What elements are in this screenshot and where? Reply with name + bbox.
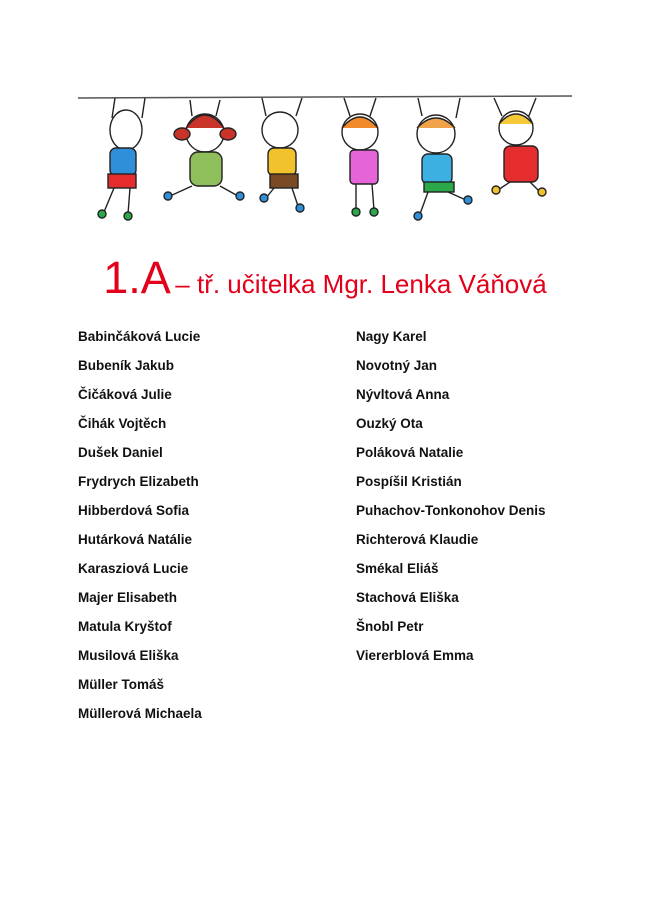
student-name: Müllerová Michaela xyxy=(78,706,202,721)
children-hanging-illustration xyxy=(70,88,580,230)
student-name: Frydrych Elizabeth xyxy=(78,474,199,489)
student-name: Babinčáková Lucie xyxy=(78,329,201,344)
student-name: Viererblová Emma xyxy=(356,648,474,663)
student-name: Bubeník Jakub xyxy=(78,358,175,373)
student-name: Hutárková Natálie xyxy=(78,532,193,547)
student-name: Poláková Natalie xyxy=(356,445,464,460)
student-name: Dušek Daniel xyxy=(78,445,163,460)
student-list-left xyxy=(78,327,202,733)
child-figure-4 xyxy=(342,98,378,216)
student-name: Nývltová Anna xyxy=(356,387,450,402)
student-name: Matula Kryštof xyxy=(78,619,172,634)
student-name: Karasziová Lucie xyxy=(78,561,189,576)
student-name: Šnobl Petr xyxy=(356,619,424,634)
student-name: Richterová Klaudie xyxy=(356,532,479,547)
child-figure-6 xyxy=(492,98,546,196)
child-figure-1 xyxy=(98,98,145,220)
child-figure-2 xyxy=(164,100,244,200)
student-name: Smékal Eliáš xyxy=(356,561,439,576)
student-name: Hibberdová Sofia xyxy=(78,503,190,518)
student-name: Majer Elisabeth xyxy=(78,590,178,605)
student-name: Čičáková Julie xyxy=(78,387,172,402)
student-list-right xyxy=(356,327,546,675)
child-figure-3 xyxy=(260,98,304,212)
teacher-line: – tř. učitelka Mgr. Lenka Váňová xyxy=(175,269,547,299)
class-name: 1.A xyxy=(103,252,171,303)
hanging-bar xyxy=(78,96,572,98)
student-name: Nagy Karel xyxy=(356,329,427,344)
student-name: Pospíšil Kristián xyxy=(356,474,462,489)
class-title xyxy=(0,252,650,304)
student-name: Čihák Vojtěch xyxy=(78,416,167,431)
student-name: Puhachov-Tonkonohov Denis xyxy=(356,503,546,518)
student-name: Stachová Eliška xyxy=(356,590,459,605)
student-name: Musilová Eliška xyxy=(78,648,179,663)
child-figure-5 xyxy=(414,98,472,220)
student-name: Ouzký Ota xyxy=(356,416,423,431)
student-name: Novotný Jan xyxy=(356,358,438,373)
student-name: Müller Tomáš xyxy=(78,677,165,692)
